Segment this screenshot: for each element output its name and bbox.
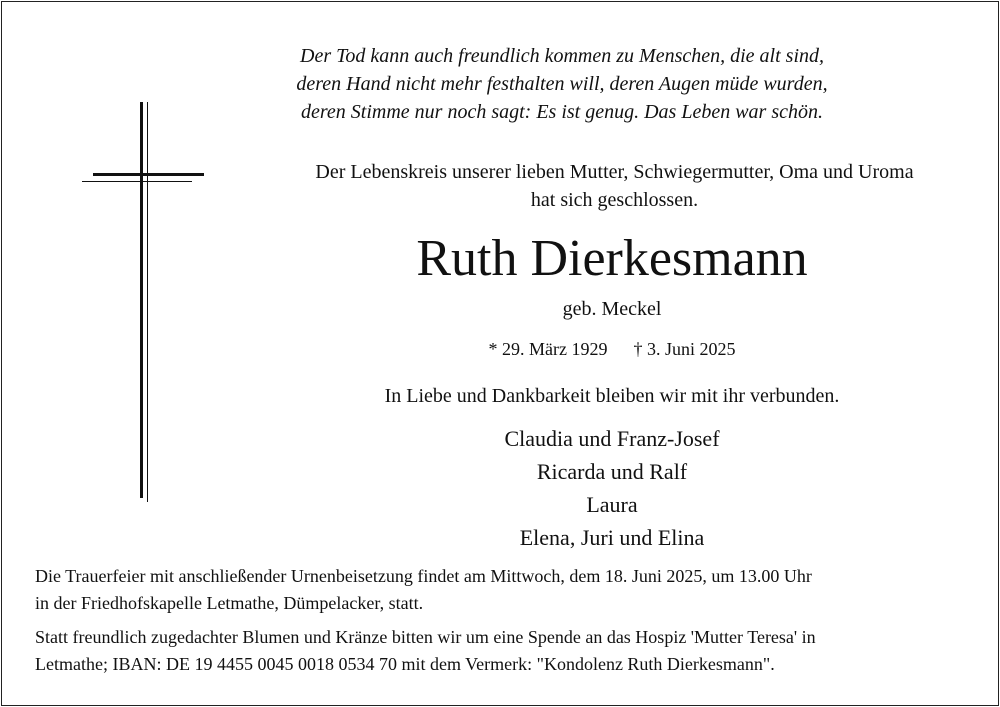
intro-text <box>257 158 972 214</box>
donation-info <box>35 624 985 678</box>
obituary-card <box>1 1 999 706</box>
poem-line: Der Tod kann auch freundlich kommen zu Menschen, die alt sind, <box>300 45 824 67</box>
poem-line: deren Hand nicht mehr festhalten will, deren Augen müde wurden, <box>296 73 828 95</box>
intro-line: hat sich geschlossen. <box>530 189 699 211</box>
mourner-entry: Claudia und Franz-Josef <box>504 426 720 451</box>
cross-icon <box>82 102 204 502</box>
deceased-name: Ruth Dierkesmann <box>416 230 808 287</box>
mourner-entry: Ricarda und Ralf <box>536 459 688 484</box>
mourner-entry: Laura <box>586 492 638 517</box>
funeral-info <box>35 563 985 617</box>
maiden-name: geb. Meckel <box>562 298 662 320</box>
birth-date: * 29. März 1929 <box>488 339 608 359</box>
mourner-entry: Elena, Juri und Elina <box>519 525 705 550</box>
funeral-line: Die Trauerfeier mit anschließender Urnenbeisetzung findet am Mittwoch, dem 18. Juni 2025, um 13.00 Uhr <box>35 566 812 586</box>
donation-line: Letmathe; IBAN: DE 19 4455 0045 0018 0534 70 mit dem Vermerk: "Kondolenz Ruth Dierkesmann". <box>35 654 775 674</box>
death-date: † 3. Juni 2025 <box>633 339 736 359</box>
life-dates <box>402 336 822 362</box>
intro-line: Der Lebenskreis unserer lieben Mutter, Schwiegermutter, Oma und Uroma <box>315 161 914 183</box>
mourners-list <box>432 422 792 554</box>
funeral-line: in der Friedhofskapelle Letmathe, Dümpelacker, statt. <box>35 593 424 613</box>
donation-line: Statt freundlich zugedachter Blumen und Kränze bitten wir um eine Spende an das Hospiz 'Mutter Teresa' in <box>35 627 816 647</box>
poem <box>267 42 857 126</box>
poem-line: deren Stimme nur noch sagt: Es ist genug. Das Leben war schön. <box>301 101 823 123</box>
farewell-text: In Liebe und Dankbarkeit bleiben wir mit ihr verbunden. <box>384 385 840 407</box>
